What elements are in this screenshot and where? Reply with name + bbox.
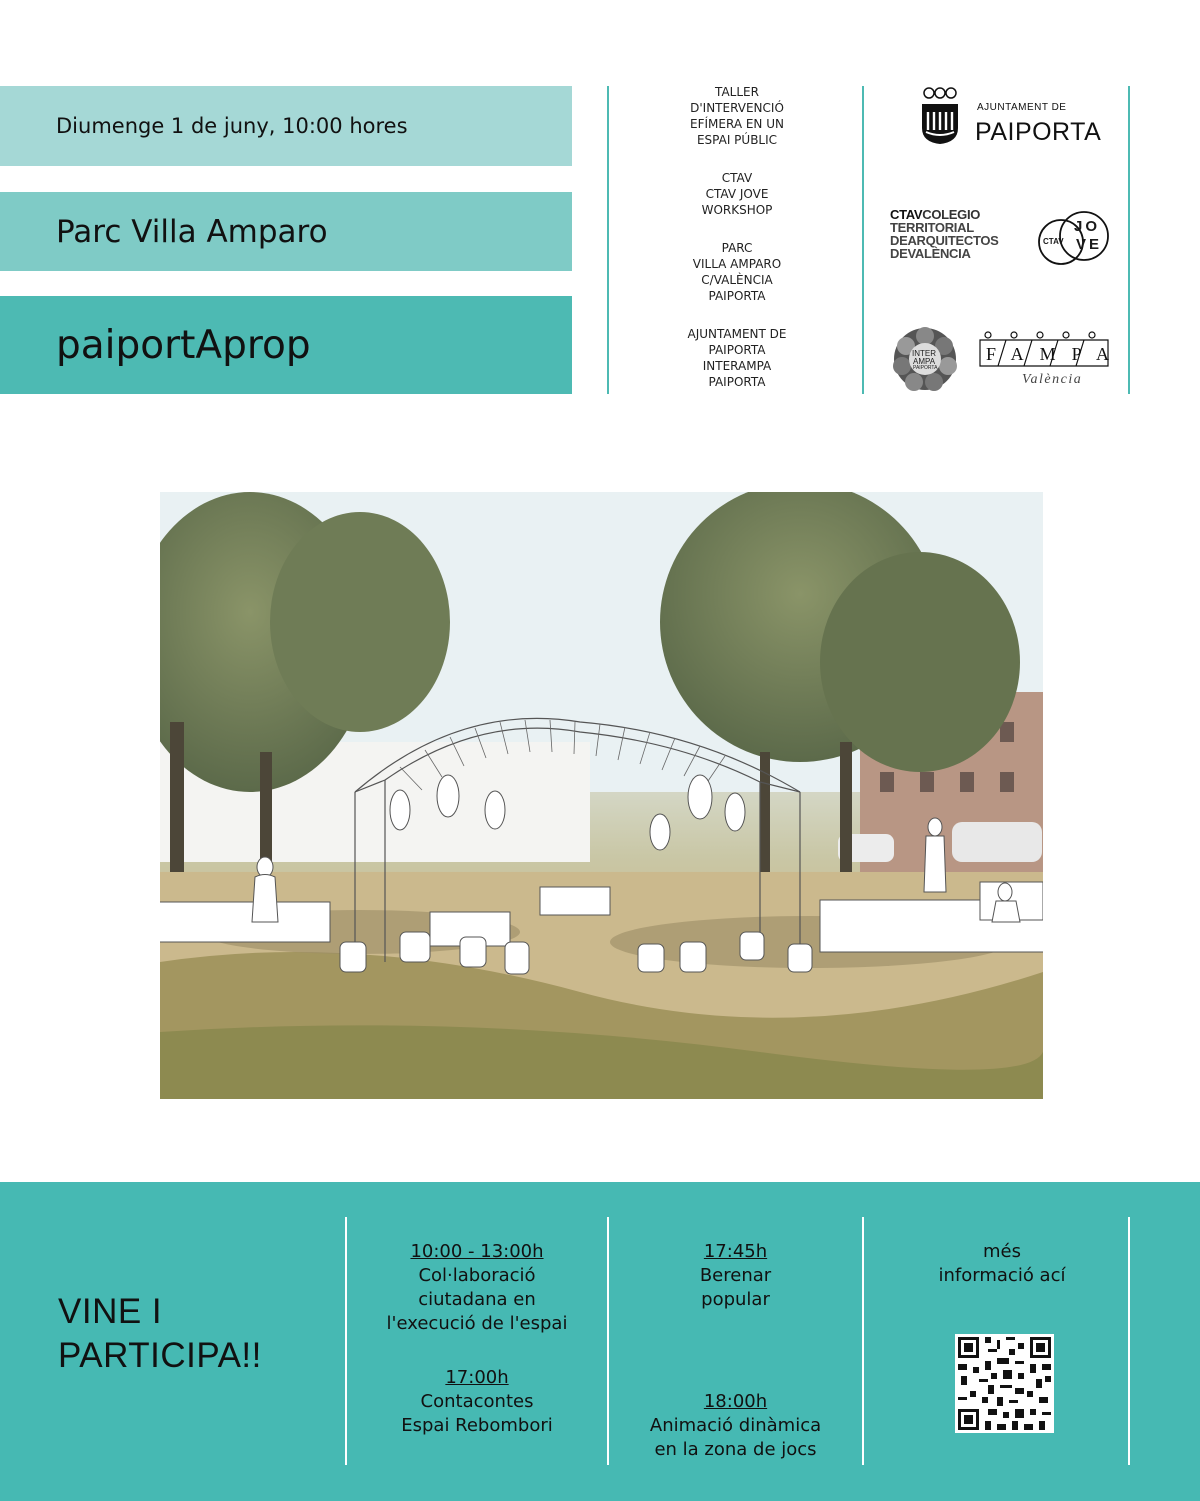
cta-line-1: VINE I — [58, 1292, 163, 1331]
schedule-item: 10:00 - 13:00h Col·laboració ciutadana en l'execució de l'espai — [347, 1240, 607, 1336]
project-name: paiportAprop — [56, 322, 311, 368]
more-info-line-1: més — [983, 1241, 1021, 1262]
schedule-time: 17:45h — [703, 1241, 768, 1262]
date-band — [0, 86, 572, 166]
ctav-bold: CTAV — [890, 207, 923, 222]
place-band — [0, 192, 572, 271]
schedule-time: 17:00h — [445, 1367, 509, 1388]
divider-2 — [862, 86, 864, 394]
schedule-item: 18:00h Animació dinàmica en la zona de jocs — [609, 1390, 862, 1462]
info-block-parc: PARC VILLA AMPARO C/VALÈNCIA PAIPORTA — [692, 241, 782, 303]
paiporta-shield-icon — [920, 84, 960, 146]
cta-line-2: PARTICIPA!! — [58, 1336, 262, 1375]
qr-code[interactable] — [955, 1334, 1054, 1433]
event-place: Parc Villa Amparo — [56, 213, 328, 250]
info-block-taller: TALLER D'INTERVENCIÓ EFÍMERA EN UN ESPAI PÚBLIC — [690, 85, 784, 147]
more-info-line-2: informació ací — [938, 1265, 1066, 1286]
qr-code-icon — [955, 1334, 1054, 1433]
ajuntament-small-text: AJUNTAMENT DE — [977, 102, 1067, 113]
divider-1 — [607, 86, 609, 394]
project-band — [0, 296, 572, 394]
schedule-item: 17:00h Contacontes Espai Rebombori — [347, 1366, 607, 1438]
info-column — [612, 84, 862, 390]
more-info — [870, 1240, 1134, 1288]
schedule-column-2 — [609, 1240, 862, 1492]
schedule-column-1 — [347, 1240, 607, 1468]
event-date: Diumenge 1 de juny, 10:00 hores — [56, 114, 408, 138]
ajuntament-big-text: PAIPORTA — [975, 118, 1102, 146]
call-to-action — [58, 1290, 262, 1378]
park-illustration — [160, 492, 1043, 1099]
schedule-time: 18:00h — [703, 1391, 768, 1412]
ctav-jove-logo: CTAV JO VE — [1036, 208, 1112, 268]
info-block-organizers: AJUNTAMENT DE PAIPORTA INTERAMPA PAIPORTA — [687, 327, 787, 389]
fampa-logo: FAMPA València — [978, 330, 1112, 394]
ctav-colegio: COLEGIO — [922, 207, 981, 222]
schedule-time: 10:00 - 13:00h — [410, 1241, 544, 1262]
bottom-divider-3 — [862, 1217, 864, 1465]
paiporta-logo — [920, 84, 1140, 150]
interampa-logo: INTER AMPA PAIPORTA — [892, 326, 958, 392]
logo-area — [870, 80, 1128, 400]
info-block-ctav: CTAV CTAV JOVE WORKSHOP — [701, 171, 773, 217]
park-scene-image — [160, 492, 1043, 1099]
ctav-logo: CTAVCOLEGIO TERRITORIAL DEARQUITECTOS DEVALÈNCIA — [890, 207, 999, 261]
schedule-item: 17:45h Berenar popular — [609, 1240, 862, 1312]
